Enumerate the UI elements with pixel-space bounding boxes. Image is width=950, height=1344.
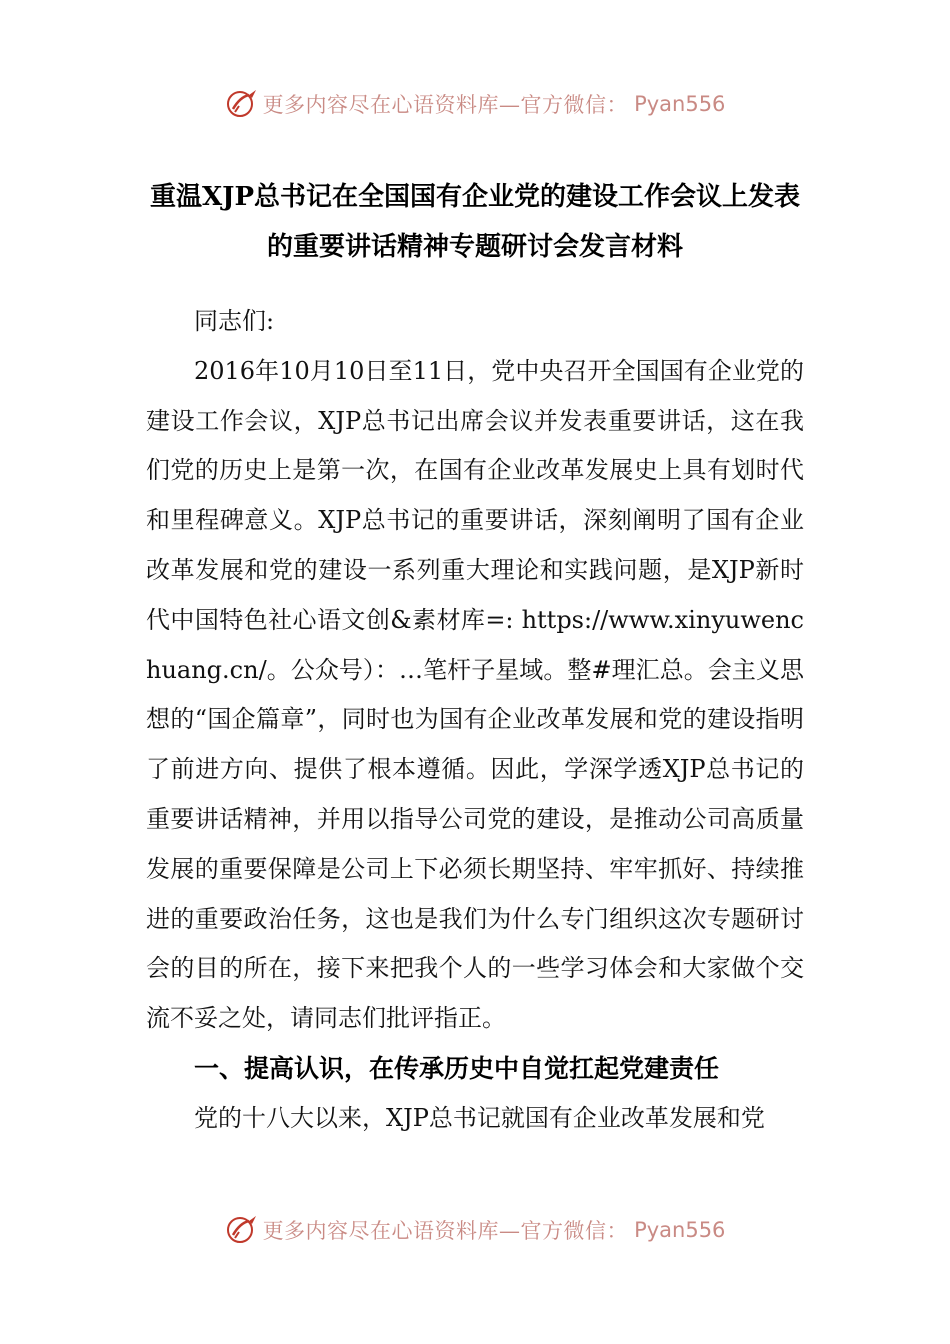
document-title (100, 172, 850, 272)
paragraph-1: 2016年10月10日至11日，党中央召开全国国有企业党的建设工作会议，XJP总书记出席会议并发表重要讲话，这在我们党的历史上是第一次，在国有企业改革发展史上具有划时代和里程碑意义。XJP总书记的重要讲话，深刻阐明了国有企业改革发展和党的建设一系列重大理论和实践问题，是XJP新时代中国特色社心语文创&素材库=: https://www.xinyuwenchuang.cn/。公众号）：…笔杆子星域。整#理汇总。会主义思想的“国企篇章”，同时也为国有企业改革发展和党的建设指明了前进方向、提供了根本遵循。因此，学深学透XJP总书记的重要讲话精神，并用以指导公司党的建设，是推动公司高质量发展的重要保障是公司上下必须长期坚持、牢牢抓好、持续推进的重要政治任务，这也是我们为什么专门组织这次专题研讨会的目的所在，接下来把我个人的一些学习体会和大家做个交流不妥之处，请同志们批评指正。 (146, 356, 804, 1033)
section-heading-1: 一、提高认识，在传承历史中自觉扛起党建责任 (194, 1053, 720, 1083)
title-line-1: 重温XJP总书记在全国国有企业党的建设工作会议上发表 (149, 182, 801, 212)
pen-logo-icon (225, 87, 259, 121)
watermark-wechat-id: Pyan556 (634, 1218, 726, 1242)
document-body (146, 297, 804, 1144)
title-line-2: 的重要讲话精神专题研讨会发言材料 (266, 232, 683, 262)
watermark-text: 更多内容尽在心语资料库—官方微信： (262, 93, 629, 117)
watermark-text: 更多内容尽在心语资料库—官方微信： (262, 1219, 629, 1243)
salutation: 同志们: (194, 307, 275, 335)
pen-logo-icon (225, 1213, 259, 1247)
paragraph-2: 党的十八大以来，XJP总书记就国有企业改革发展和党 (194, 1103, 765, 1132)
watermark-header (0, 84, 950, 124)
watermark-footer (0, 1210, 950, 1250)
watermark-wechat-id: Pyan556 (634, 92, 726, 116)
